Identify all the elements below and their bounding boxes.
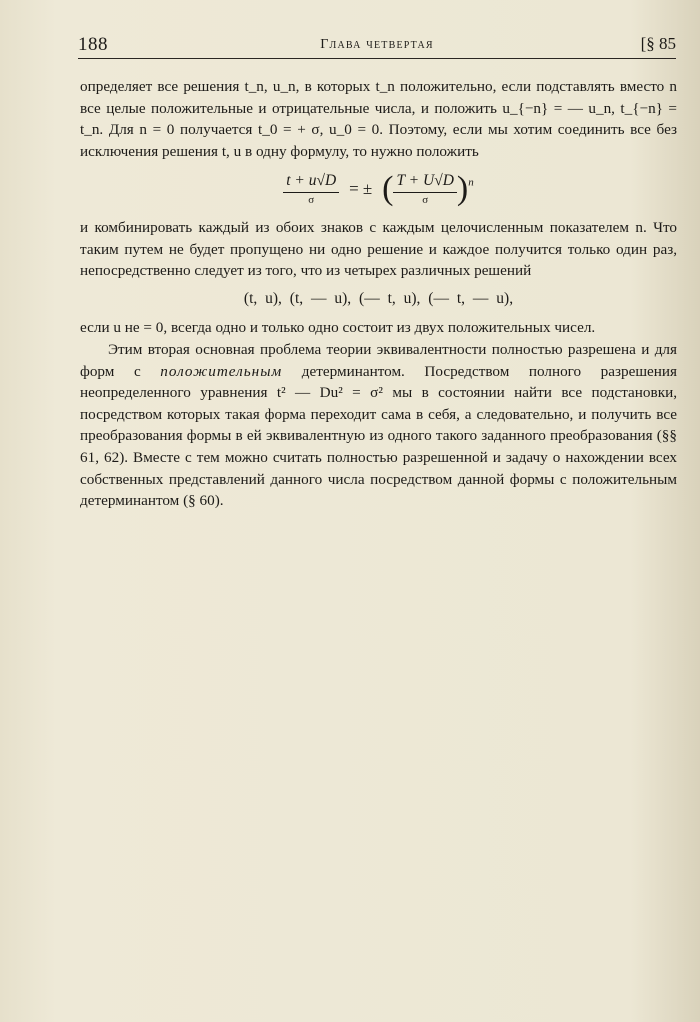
- formula-lhs-numerator: t + u√D: [283, 170, 339, 193]
- paragraph-conclusion: если u не = 0, всегда одно и только одно состоит из двух положительных чисел.: [80, 319, 596, 337]
- formula-power: [80, 170, 677, 207]
- section-reference: [§ 85: [640, 34, 676, 53]
- chapter-title: Глава четвертая: [320, 37, 434, 52]
- paragraph-after-formula: и комбинировать каждый из обоих знаков с каждым целочисленным показателем n. Что таким путем не будет пропущено ни одно решение и каждое получится только один раз, непосредственно следует из того, что из четырех различных решений: [80, 218, 677, 280]
- page-header: [78, 30, 676, 59]
- formula-rhs-denominator: σ: [422, 193, 429, 206]
- paragraph-intro: определяет все решения t_n, u_n, в которых t_n положительно, если подставлять вместо n все целые положительные и отрицательные числа, и положить u_{−n} = — u_n, t_{−n} = t_n. Для n = 0 получается t_0 = + σ, u_0 = 0. Поэтому, если мы хотим соединить все без исключения решения t, u в одну формулу, то нужно положить: [80, 78, 677, 160]
- formula-lhs-fraction: [283, 170, 339, 207]
- page-number: 188: [78, 34, 108, 55]
- body-text: [80, 76, 677, 512]
- formula-sign: = ±: [349, 178, 373, 198]
- formula-exponent: n: [468, 177, 474, 190]
- formula-lhs-denominator: σ: [308, 193, 315, 206]
- paragraph-main-part1: Этим вторая основная проблема теории эквивалентности полностью разрешена и для форм с: [80, 340, 677, 380]
- paragraph-main-emphasis: положительным: [160, 362, 283, 380]
- formula-rhs-fraction: [393, 170, 456, 207]
- paragraph-main-part2: детерминантом. Посредством полного разрешения неопределенного уравнения t² — Du² = σ² мы в состоянии найти все подстановки, посредством которых такая форма переходит сама в себя, а следовательно, и получить все преобразования формы в ей эквивалентную из одного такого заданного преобразования (§§ 61, 62). Вместе с тем можно считать полностью разрешенной и задачу о нахождении всех собственных представлений данного числа посредством данной формы с положительным детерминантом (§ 60).: [80, 362, 678, 510]
- formula-open-paren: (: [382, 169, 394, 207]
- formula-rhs-numerator: T + U√D: [393, 170, 456, 193]
- paragraph-main: [80, 339, 677, 512]
- formula-close-paren: ): [456, 169, 469, 207]
- formula-solution-pairs: (t, u), (t, — u), (— t, u), (— t, — u),: [243, 289, 514, 307]
